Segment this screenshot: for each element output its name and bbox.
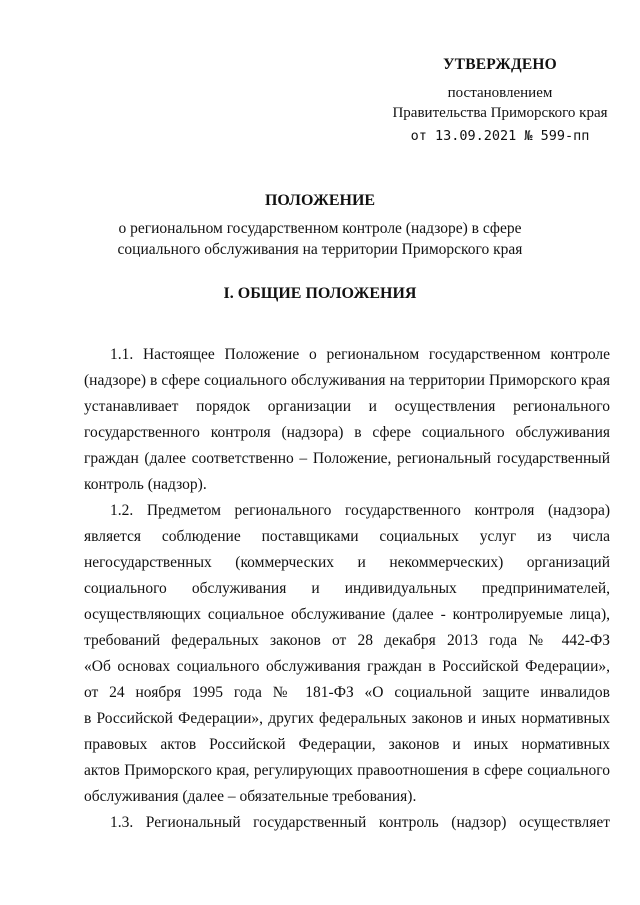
approval-heading: УТВЕРЖДЕНО [443, 56, 557, 73]
paragraph-1-1 [84, 342, 610, 498]
paragraph-1-3 [84, 810, 610, 836]
approval-line-1: постановлением [447, 85, 553, 101]
document-title: ПОЛОЖЕНИЕ [264, 192, 376, 209]
paragraph-line: является соблюдение поставщиками социальных услуг из числа [84, 528, 610, 545]
approval-date-number: от 13.09.2021 № 599-пп [410, 128, 590, 144]
paragraph-line: в Российской Федерации», других федеральных законов и иных нормативных [84, 710, 610, 727]
paragraph-line: государственного контроля (надзора) в сфере социального обслуживания [84, 424, 610, 441]
approval-block [380, 56, 620, 146]
paragraph-line: 1.2. Предметом регионального государственного контроля (надзора) [110, 502, 610, 519]
document-subtitle-line-2: социального обслуживания на территории Приморского края [117, 241, 523, 258]
paragraph-line: «Об основах социального обслуживания граждан в Российской Федерации», [84, 658, 610, 675]
paragraph-line: (надзоре) в сфере социального обслуживания на территории Приморского края [84, 372, 610, 389]
approval-line-2: Правительства Приморского края [392, 105, 608, 121]
paragraph-line: устанавливает порядок организации и осуществления регионального [84, 398, 610, 415]
paragraph-line: актов Приморского края, регулирующих правоотношения в сфере социального [84, 762, 610, 779]
paragraph-line: правовых актов Российской Федерации, законов и иных нормативных [84, 736, 610, 753]
paragraph-line: граждан (далее соответственно – Положение, региональный государственный [84, 450, 610, 467]
paragraph-line: осуществляющих социальное обслуживание (далее - контролируемые лица), [84, 606, 610, 623]
paragraph-line: социального обслуживания и индивидуальных предпринимателей, [84, 580, 610, 597]
paragraph-line: 1.3. Региональный государственный контроль (надзор) осуществляет [110, 814, 610, 831]
paragraph-line: от 24 ноября 1995 года № 181-ФЗ «О социальной защите инвалидов [84, 684, 610, 701]
paragraph-line: требований федеральных законов от 28 декабря 2013 года № 442-ФЗ [84, 632, 610, 649]
paragraph-1-2 [84, 498, 610, 810]
section-title: I. ОБЩИЕ ПОЛОЖЕНИЯ [223, 285, 417, 302]
paragraph-line: 1.1. Настоящее Положение о региональном государственном контроле [110, 346, 610, 363]
paragraph-line: негосударственных (коммерческих и некоммерческих) организаций [84, 554, 610, 571]
document-subtitle-line-1: о региональном государственном контроле (надзоре) в сфере [118, 220, 522, 237]
paragraph-line: обслуживания (далее – обязательные требования). [84, 788, 417, 805]
paragraph-line: контроль (надзор). [84, 476, 207, 493]
